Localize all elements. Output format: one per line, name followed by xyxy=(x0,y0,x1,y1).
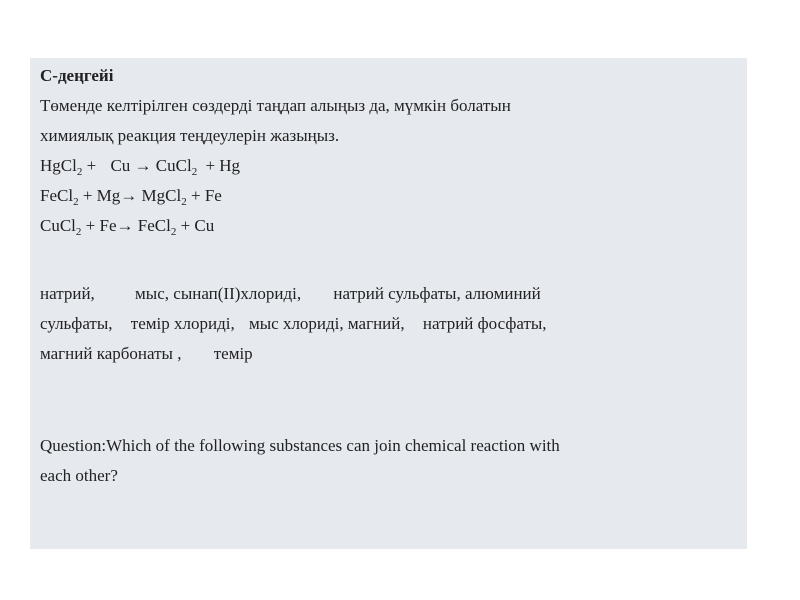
word-list-line-2 xyxy=(40,314,547,334)
reaction-arrow: → xyxy=(134,156,152,175)
word-item: мыс хлориді, xyxy=(248,314,344,333)
plus-sign: + xyxy=(85,216,96,235)
word-item: натрий, xyxy=(40,284,95,303)
question-line-1: Question:Which of the following substances can join chemical reaction with xyxy=(40,436,560,455)
instruction-line-2: химиялық реакция теңдеулерін жазыңыз. xyxy=(40,126,340,145)
subscript: 2 xyxy=(75,226,82,238)
word-item: сульфаты, xyxy=(40,314,113,333)
reactant-2: Fe xyxy=(99,216,117,235)
subscript: 2 xyxy=(191,166,198,178)
level-heading: С-деңгейі xyxy=(40,66,114,85)
subscript: 2 xyxy=(170,226,177,238)
product-1: CuCl xyxy=(155,156,192,175)
equation-2 xyxy=(40,186,222,206)
question-line-2: each other? xyxy=(40,466,118,485)
word-item: темір xyxy=(213,344,253,363)
plus-sign: + xyxy=(205,156,216,175)
instruction-line-1: Төменде келтірілген сөздерді таңдап алыңыз да, мүмкін болатын xyxy=(40,96,511,115)
subscript: 2 xyxy=(73,196,79,208)
equation-1 xyxy=(40,156,240,176)
word-list-line-1 xyxy=(40,284,541,304)
reaction-arrow: → xyxy=(120,186,138,205)
subscript: 2 xyxy=(181,196,187,208)
product-1: FeCl xyxy=(137,216,171,235)
plus-sign: + xyxy=(86,156,97,175)
reactant-1: HgCl xyxy=(40,156,77,175)
product-2: Hg xyxy=(219,156,241,175)
word-item: сынап(II)хлориді, xyxy=(173,284,302,303)
word-item: натрий сульфаты, xyxy=(333,284,461,303)
word-item: мыс, xyxy=(135,284,170,303)
reaction-arrow: → xyxy=(116,216,134,235)
plus-sign: + xyxy=(180,216,191,235)
product-2: Fe xyxy=(204,186,222,205)
word-item: натрий фосфаты, xyxy=(422,314,547,333)
reactant-1: CuCl xyxy=(40,216,76,235)
reactant-2: Mg xyxy=(96,186,121,205)
word-item: магний, xyxy=(347,314,405,333)
product-2: Cu xyxy=(194,216,215,235)
word-item: магний карбонаты , xyxy=(40,344,182,363)
word-item: алюминий xyxy=(464,284,541,303)
subscript: 2 xyxy=(76,166,83,178)
plus-sign: + xyxy=(190,186,201,205)
reactant-2: Cu xyxy=(110,156,131,175)
product-1: MgCl xyxy=(141,186,182,205)
word-list-line-3 xyxy=(40,344,253,364)
equation-3 xyxy=(40,216,214,236)
plus-sign: + xyxy=(82,186,93,205)
word-item: темір хлориді, xyxy=(130,314,235,333)
reactant-1: FeCl xyxy=(40,186,74,205)
